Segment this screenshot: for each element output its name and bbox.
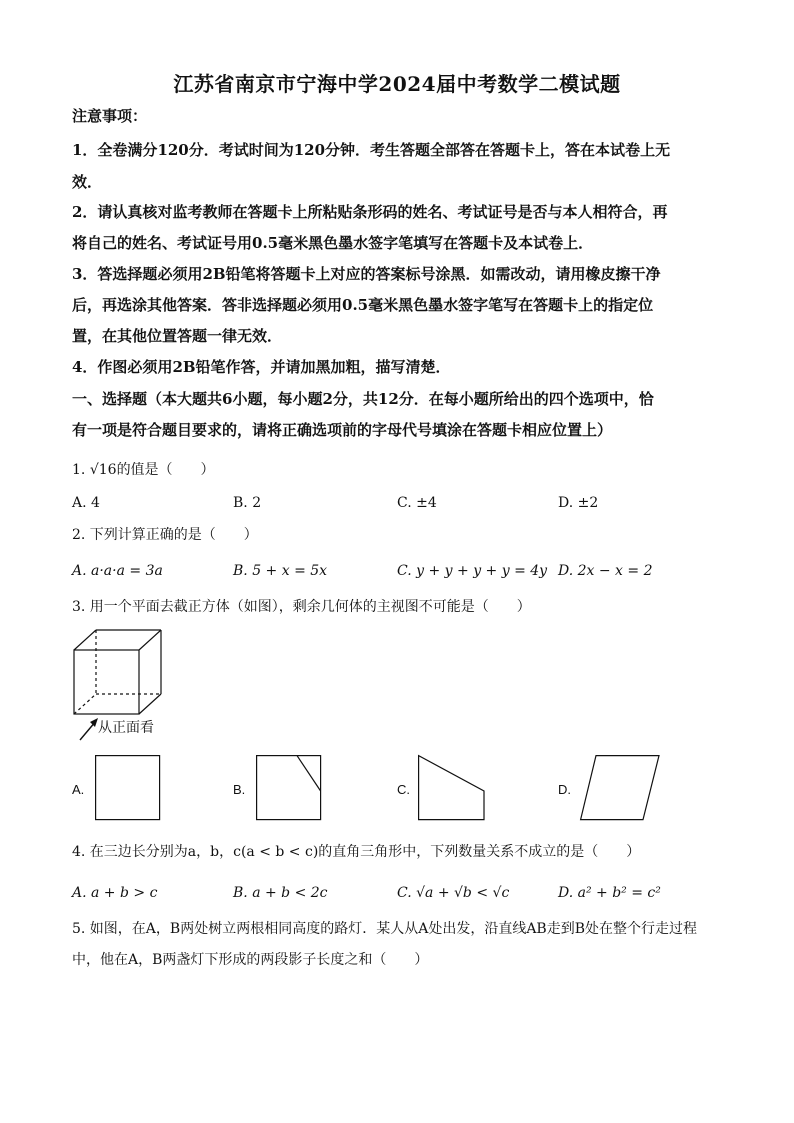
q1-option-b[interactable]: B. 2	[233, 495, 262, 511]
notice-line: 2．请认真核对监考教师在答题卡上所粘贴条形码的姓名、考试证号是否与本人相符合，再	[72, 203, 668, 221]
notice-line: 将自己的姓名、考试证号用0.5毫米黑色墨水签字笔填写在答题卡及本试卷上．	[72, 234, 594, 252]
view-arrow-icon	[80, 718, 98, 740]
page-title: 江苏省南京市宁海中学2024届中考数学二模试题	[173, 72, 621, 96]
view-direction-label: 从正面看	[98, 720, 154, 736]
q1-option-c[interactable]: C. ±4	[397, 495, 437, 511]
section-heading: 一、选择题（本大题共6小题，每小题2分，共12分．在每小题所给出的四个选项中，恰	[72, 390, 654, 408]
notice-line: 效．	[72, 173, 103, 191]
q4-option-a[interactable]: A. a + b > c	[72, 885, 158, 901]
notice-line: 置，在其他位置答题一律无效．	[72, 327, 283, 345]
question-5-stem-cont: 中，他在A，B两盏灯下形成的两段影子长度之和（ ）	[72, 952, 429, 968]
q3-option-b-label[interactable]: B.	[233, 782, 246, 797]
q3-option-c-figure	[418, 755, 486, 821]
q4-option-d[interactable]: D. a² + b² = c²	[558, 885, 661, 901]
q2-option-b[interactable]: B. 5 + x = 5x	[233, 563, 328, 579]
q1-option-a[interactable]: A. 4	[72, 495, 100, 511]
q3-option-a-figure	[95, 755, 161, 821]
notice-line: 1．全卷满分120分．考试时间为120分钟．考生答题全部答在答题卡上，答在本试卷上无	[72, 141, 671, 159]
section-heading-cont: 有一项是符合题目要求的，请将正确选项前的字母代号填涂在答题卡相应位置上）	[72, 421, 613, 439]
question-3-stem: 3. 用一个平面去截正方体（如图），剩余几何体的主视图不可能是（ ）	[72, 599, 531, 615]
notice-line: 3．答选择题必须用2B铅笔将答题卡上对应的答案标号涂黑．如需改动，请用橡皮擦干净	[72, 265, 661, 283]
q3-option-b-figure	[256, 755, 322, 821]
question-2-stem: 2. 下列计算正确的是（ ）	[72, 527, 258, 543]
q1-sqrt: √16	[89, 462, 117, 478]
notice-line: 后，再选涂其他答案．答非选择题必须用0.5毫米黑色墨水签字笔写在答题卡上的指定位	[72, 296, 654, 314]
q1-suffix: 的值是（ ）	[116, 462, 215, 478]
q1-option-d[interactable]: D. ±2	[558, 495, 599, 511]
q4-option-b[interactable]: B. a + b < 2c	[233, 885, 328, 901]
question-4-stem: 4. 在三边长分别为a，b，c(a < b < c)的直角三角形中，下列数量关系不成立的是（ ）	[72, 844, 641, 860]
notice-heading: 注意事项：	[72, 107, 148, 125]
question-5-stem: 5. 如图，在A，B两处树立两根相同高度的路灯．某人从A处出发，沿直线AB走到B处在整个行走过程	[72, 921, 698, 937]
q2-option-c[interactable]: C. y + y + y + y = 4y	[397, 563, 548, 579]
q3-option-d-figure	[580, 755, 660, 821]
notice-line: 4．作图必须用2B铅笔作答，并请加黑加粗，描写清楚．	[72, 358, 451, 376]
q3-option-c-label[interactable]: C.	[397, 782, 410, 797]
q1-number: 1.	[72, 462, 90, 478]
question-1-stem	[72, 460, 215, 480]
q2-option-a[interactable]: A. a·a·a = 3a	[72, 563, 163, 579]
q2-option-d[interactable]: D. 2x − x = 2	[558, 563, 653, 579]
q3-option-a-label[interactable]: A.	[72, 782, 85, 797]
q3-option-d-label[interactable]: D.	[558, 782, 571, 797]
q4-option-c[interactable]: C. √a + √b < √c	[397, 885, 510, 901]
